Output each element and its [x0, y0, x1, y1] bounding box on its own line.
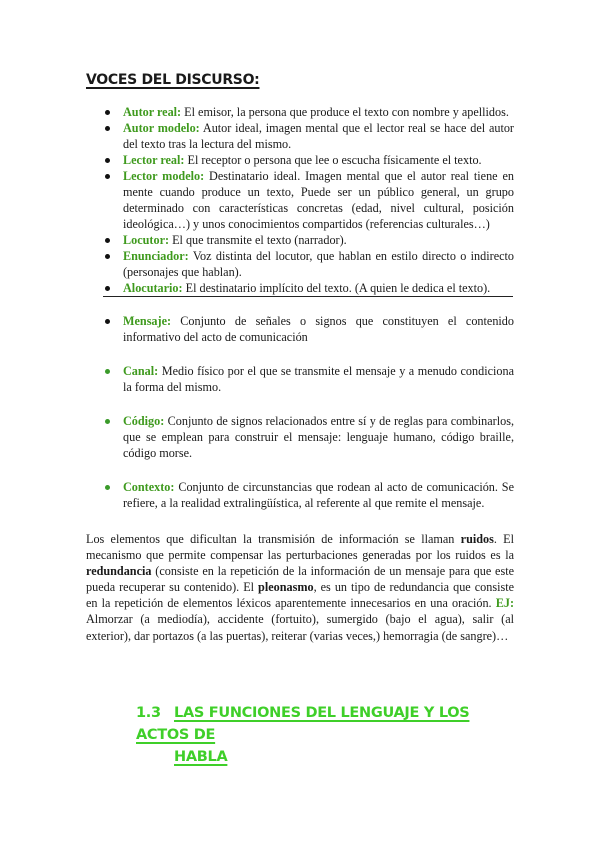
- paragraph-text: , es un tipo de redundancia que consiste en la repetición de elementos léxicos aparentemente innecesarios en una oración.: [86, 580, 514, 611]
- term-label: Lector real:: [123, 153, 185, 167]
- section-title-line1: LAS FUNCIONES DEL LENGUAJE Y LOS ACTOS DE: [136, 705, 470, 743]
- bullet-icon: [105, 254, 110, 259]
- definition-text: El que transmite el texto (narrador).: [169, 233, 347, 247]
- example-label: EJ:: [495, 596, 514, 611]
- term-label: Lector modelo:: [123, 169, 205, 183]
- section-title-line2: HABLA: [174, 749, 228, 765]
- list-item: [103, 168, 514, 232]
- bullet-icon: [105, 419, 110, 424]
- definition-text: Conjunto de signos relacionados entre sí y de reglas para combinarlos, que se emplean para construir el mensaje: lenguaje humano, código braille, código morse.: [123, 414, 514, 460]
- list-item: [103, 280, 514, 296]
- list-item: [103, 120, 514, 152]
- term-label: Enunciador:: [123, 249, 189, 263]
- term-label: Canal:: [123, 364, 159, 378]
- bold-term: ruidos: [460, 532, 494, 546]
- definition-text: El receptor o persona que lee o escucha físicamente el texto.: [184, 153, 482, 167]
- list-item: [103, 248, 514, 280]
- paragraph-text: Los elementos que dificultan la transmisión de información se llaman: [86, 532, 461, 546]
- definition-text: Voz distinta del locutor, que hablan en estilo directo o indirecto (personajes que hablan).: [123, 249, 514, 279]
- bold-term: redundancia: [86, 564, 152, 579]
- bullet-icon: [105, 369, 110, 374]
- paragraph-text: . El mecanismo que permite compensar las perturbaciones generadas por los ruidos es la: [86, 532, 514, 563]
- bullet-icon: [105, 126, 110, 131]
- bullet-icon: [105, 158, 110, 163]
- paragraph-text: (consiste en la repetición de la información de un mensaje para que este pueda recuperar su contenido). El: [86, 564, 514, 595]
- bold-term: pleonasmo: [258, 580, 314, 595]
- noise-paragraph: [86, 531, 514, 644]
- term-label: Autor modelo:: [123, 121, 200, 135]
- list-item: [103, 104, 514, 120]
- bullet-icon: [105, 238, 110, 243]
- section-heading-voces: VOCES DEL DISCURSO:: [86, 72, 260, 88]
- term-label: Código:: [123, 414, 165, 428]
- paragraph-text: Almorzar (a mediodía), accidente (fortuito), sumergido (bajo el agua), salir (al exterior), dar portazos (a las puertas), reiterar (varias veces,) hemorragia (de sangre)…: [86, 612, 514, 643]
- voices-list: [103, 104, 514, 296]
- definition-text: El destinatario implícito del texto. (A quien le dedica el texto).: [182, 281, 491, 295]
- definition-text: El emisor, la persona que produce el texto con nombre y apellidos.: [181, 105, 509, 119]
- section-number: 1.3: [136, 705, 161, 721]
- definition-text: Autor ideal, imagen mental que el lector real se hace del autor del texto tras la lectura del mismo.: [123, 121, 514, 151]
- bullet-icon: [105, 286, 110, 291]
- term-label: Autor real:: [123, 105, 182, 119]
- section-title: [136, 702, 516, 768]
- term-label: Mensaje:: [123, 314, 172, 328]
- term-label: Contexto:: [123, 480, 175, 494]
- term-label: Alocutario:: [123, 281, 183, 295]
- list-item: [103, 232, 514, 248]
- definition-text: Medio físico por el que se transmite el mensaje y a menudo condiciona la forma del mismo.: [123, 364, 514, 394]
- bullet-icon: [105, 485, 110, 490]
- list-item: [103, 313, 514, 345]
- list-item: [103, 363, 514, 395]
- definition-text: Conjunto de circunstancias que rodean al acto de comunicación. Se refiere, a la realidad extralingüística, al referente al que remite el mensaje.: [123, 480, 514, 510]
- list-item: [103, 413, 514, 461]
- bullet-icon: [105, 319, 110, 324]
- bullet-icon: [105, 174, 110, 179]
- list-item: [103, 479, 514, 511]
- bullet-icon: [105, 110, 110, 115]
- term-label: Locutor:: [123, 233, 170, 247]
- list-item: [103, 152, 514, 168]
- communication-elements-list: [103, 313, 514, 529]
- divider-line: [103, 296, 513, 297]
- definition-text: Destinatario ideal. Imagen mental que el autor real tiene en mente cuando produce un texto, Puede ser un público general, un grupo determinado con características concretas (edad, nivel cultural, posición ideológica…) y unos conocimientos compartidos (referencias culturales…): [123, 169, 514, 231]
- definition-text: Conjunto de señales o signos que constituyen el contenido informativo del acto de comunicación: [123, 314, 514, 344]
